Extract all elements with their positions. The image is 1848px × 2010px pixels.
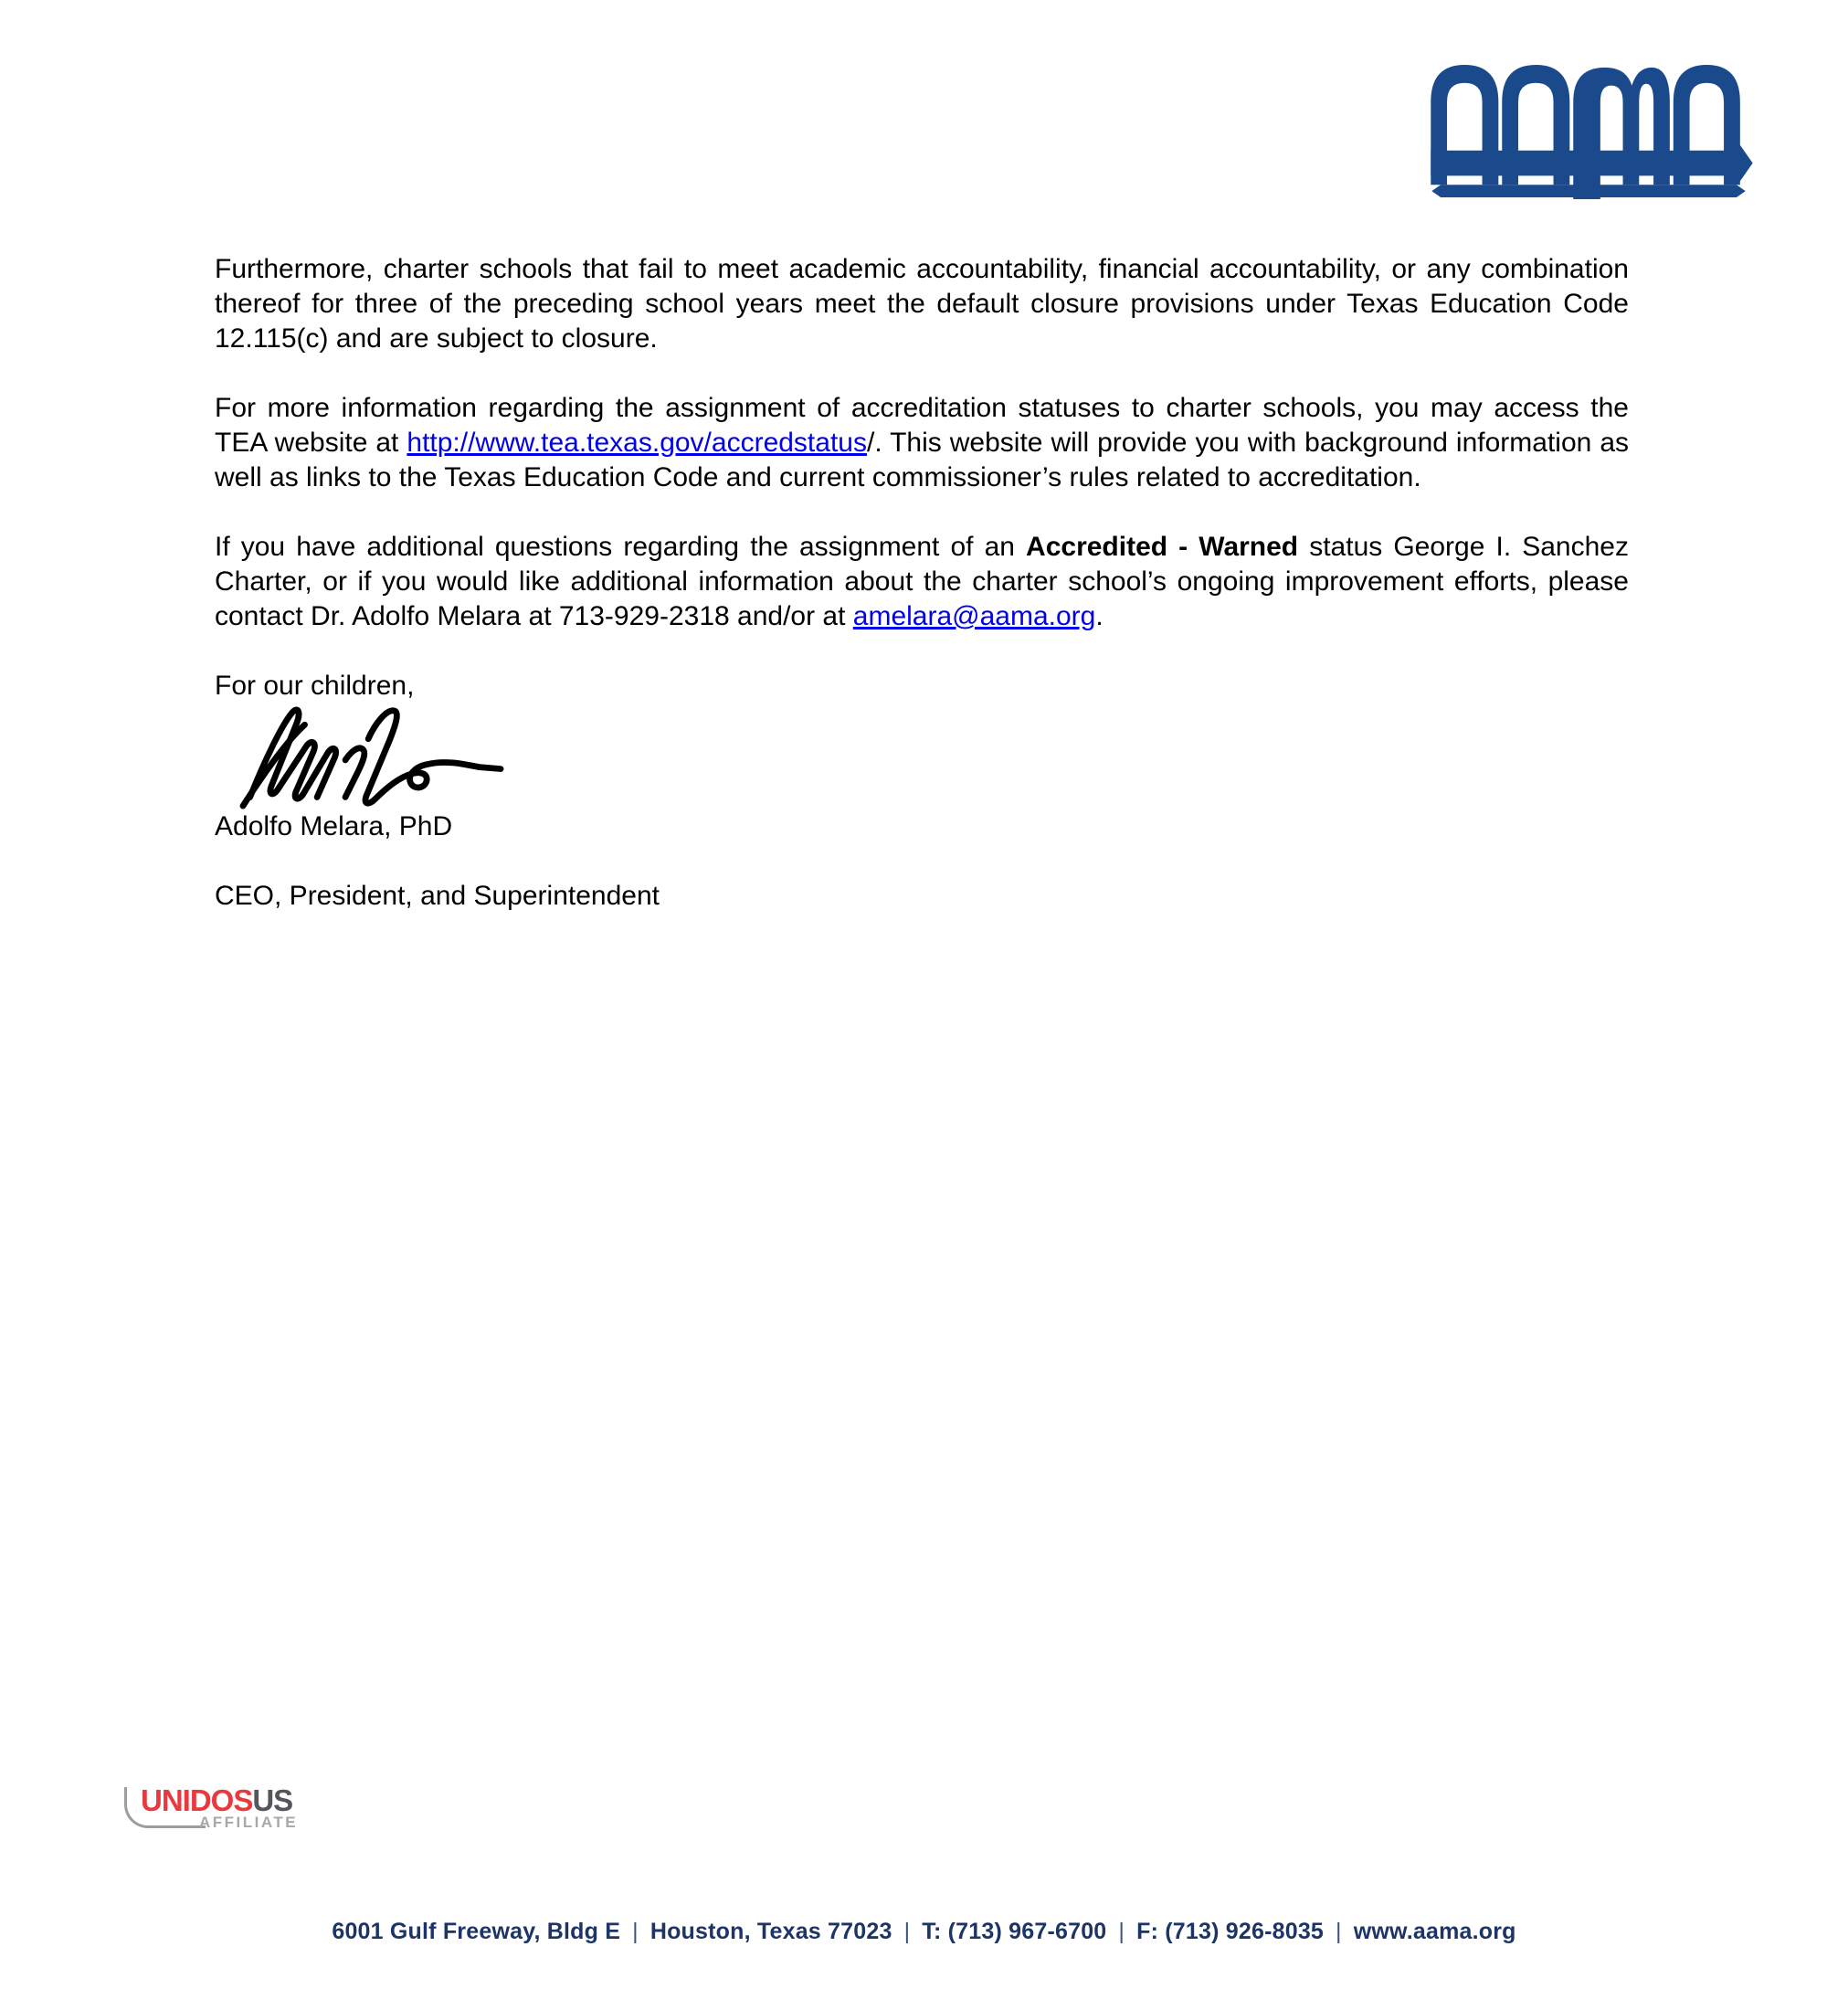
paragraph-text: /. This website will provide you with background information as well as links to the Texas Education Code and current commissioner’s rules related to accreditation. <box>215 428 1629 492</box>
signature <box>238 705 1629 809</box>
paragraph-text: Furthermore, charter schools that fail to meet academic accountability, financial accountability, or any combination thereof for three of the preceding school years meet the default closure provisions under Texas Education Code 12.115(c) and are subject to closure. <box>215 254 1629 354</box>
paragraph-closure-provisions <box>215 252 1629 356</box>
footer-fax: F: (713) 926-8035 <box>1136 1919 1325 1944</box>
paragraph-contact-info <box>215 530 1629 634</box>
closing-salutation: For our children, <box>215 671 415 701</box>
accreditation-status-label: Accredited - Warned <box>1026 532 1299 562</box>
paragraph-text: If you have additional questions regarding the assignment of an <box>215 532 1027 562</box>
aama-logo-graphic <box>1428 62 1753 201</box>
footer-separator: | <box>903 1919 911 1944</box>
signer-title: CEO, President, and Superintendent <box>215 881 660 911</box>
footer-address: 6001 Gulf Freeway, Bldg E <box>332 1919 621 1944</box>
signature-graphic <box>238 705 505 809</box>
tea-accreditation-link[interactable]: http://www.tea.texas.gov/accredstatus <box>407 428 867 458</box>
us-text: US <box>252 1783 293 1817</box>
signer-name: Adolfo Melara, PhD <box>215 811 453 841</box>
paragraph-text: . <box>1095 601 1104 631</box>
unidosus-affiliate-logo <box>108 1780 345 1838</box>
footer-separator: | <box>1118 1919 1125 1944</box>
unidos-text: UNIDOS <box>141 1783 253 1817</box>
email-link[interactable]: amelara@aama.org <box>852 601 1096 631</box>
paragraph-text: For more information regarding the assignment of accreditation statuses to charter schools, you may access the TEA website at <box>215 393 1629 458</box>
footer-phone: T: (713) 967-6700 <box>922 1919 1107 1944</box>
aama-logo <box>1428 62 1753 201</box>
paragraph-tea-website <box>215 391 1629 495</box>
affiliate-label: AFFILIATE <box>199 1814 299 1831</box>
footer-separator: | <box>1336 1919 1342 1944</box>
footer-website[interactable]: www.aama.org <box>1353 1919 1516 1944</box>
letter-body <box>215 252 1629 948</box>
footer-separator: | <box>632 1919 639 1944</box>
footer-contact-line <box>0 1919 1848 1945</box>
footer-city: Houston, Texas 77023 <box>649 1919 892 1944</box>
paragraph-text: status George I. Sanchez Charter, or if you would like additional information about the charter school’s ongoing improvement efforts, please contact Dr. Adolfo Melara at 713-929-2318 and/or at <box>215 532 1629 631</box>
